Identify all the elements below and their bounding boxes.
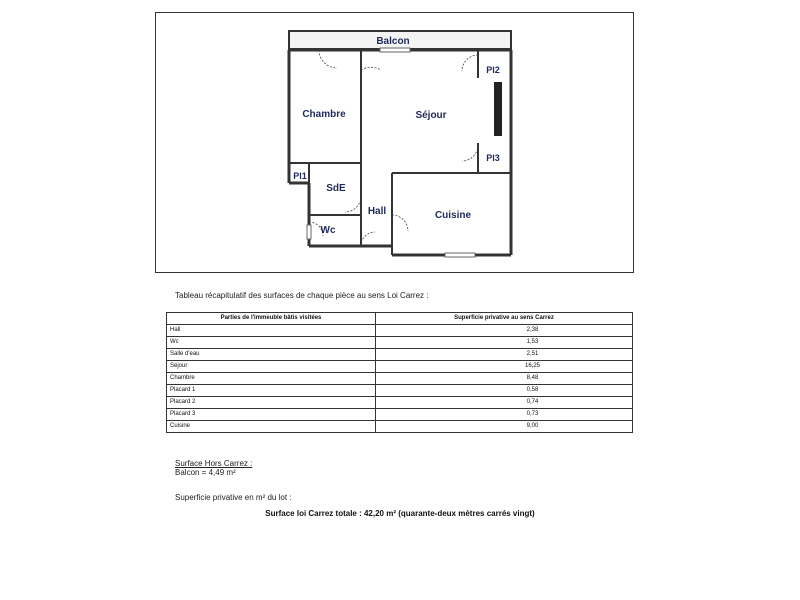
table-row <box>167 397 633 409</box>
row-value: 0,74 <box>376 397 633 409</box>
table-row <box>167 421 633 433</box>
room-label-pl1: Pl1 <box>293 171 307 181</box>
row-value: 2,38 <box>376 325 633 337</box>
row-value: 1,53 <box>376 337 633 349</box>
table-row <box>167 349 633 361</box>
room-label-wc: Wc <box>320 225 336 236</box>
row-name: Chambre <box>167 373 376 385</box>
carrez-total: Surface loi Carrez totale : 42,20 m² (quarante-deux mètres carrés vingt) <box>265 509 535 518</box>
row-name: Placard 2 <box>167 397 376 409</box>
row-value: 9,00 <box>376 421 633 433</box>
hors-carrez-title: Surface Hors Carrez : <box>175 459 253 468</box>
row-name: Wc <box>167 337 376 349</box>
surfaces-table <box>166 312 633 433</box>
superficie-title: Superficie privative en m² du lot : <box>175 493 292 502</box>
table-row <box>167 385 633 397</box>
room-label-sejour: Séjour <box>415 110 447 121</box>
table-header-parts: Parties de l'immeuble bâtis visitées <box>167 313 376 325</box>
table-header-row <box>167 313 633 325</box>
table-row <box>167 373 633 385</box>
row-value: 2,51 <box>376 349 633 361</box>
row-value: 16,25 <box>376 361 633 373</box>
table-row <box>167 361 633 373</box>
row-value: 8,48 <box>376 373 633 385</box>
room-label-sde: SdE <box>326 183 346 194</box>
row-value: 0,58 <box>376 385 633 397</box>
room-label-balcon: Balcon <box>376 36 410 47</box>
room-label-hall: Hall <box>367 206 387 217</box>
row-name: Placard 1 <box>167 385 376 397</box>
row-name: Séjour <box>167 361 376 373</box>
intro-text: Tableau récapitulatif des surfaces de chaque pièce au sens Loi Carrez : <box>175 291 429 300</box>
room-label-pl3: Pl3 <box>486 153 500 163</box>
table-row <box>167 337 633 349</box>
room-label-pl2: Pl2 <box>486 65 500 75</box>
row-value: 0,73 <box>376 409 633 421</box>
row-name: Placard 3 <box>167 409 376 421</box>
hors-carrez-balcon: Balcon = 4,49 m² <box>175 468 236 477</box>
radiator <box>494 82 502 136</box>
row-name: Cuisine <box>167 421 376 433</box>
table-row <box>167 325 633 337</box>
row-name: Hall <box>167 325 376 337</box>
row-name: Salle d'eau <box>167 349 376 361</box>
table-header-surface: Superficie privative au sens Carrez <box>376 313 633 325</box>
room-label-chambre: Chambre <box>302 109 346 120</box>
room-label-cuisine: Cuisine <box>434 210 472 221</box>
table-row <box>167 409 633 421</box>
